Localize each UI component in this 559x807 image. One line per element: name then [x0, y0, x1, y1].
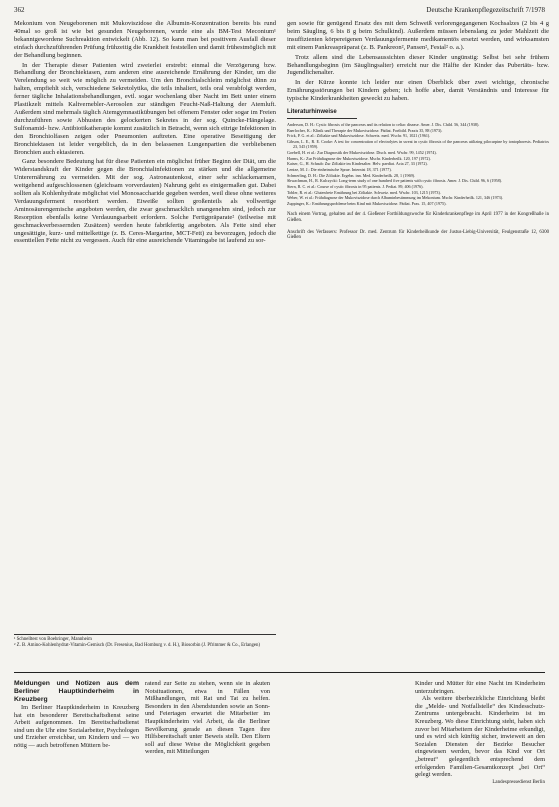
footnote: ¹ Schnelltest von Boehringer, Mannheim [14, 637, 92, 642]
reference-item: Kaiser, G., H. Schaub: Zur Zöliakie im Kindesalter. Helv. paediat. Acta 27, 33 (1972). [287, 161, 428, 167]
reference-item: Baerlocher, K.: Klinik und Therapie der Mukoviszidose. Pädiat. Fortbild. Praxis 35, 88 (1973). [287, 127, 443, 133]
literature-heading: Literaturhinweise [287, 109, 357, 119]
reference-item: Gibson, L. E., R. E. Cooke: A test for concentration of electrolytes in sweat in cystic fibrosis of the pancreas utilizing pilocarpine by iontophoresis. Pediatrics 23, 545 (1959). [287, 139, 549, 150]
paragraph: Im Berliner Hauptkinderheim in Kreuzberg hat ein besonderer Bereitschaftsdienst seine Arbeit aufgenommen. Im Bereitschaftsdienst sind um die Uhr eine Sozialarbeiter, Psychologen und Erzieher erreichbar, um Kindern und — wo nötig — auch betroffenen Müttern be- [14, 704, 139, 749]
page-number: 362 [14, 6, 25, 14]
paragraph: Ganz besondere Bedeutung hat für diese Patienten ein möglichst früher Beginn der Diät, um die Widerstandskraft der Kinder gegen die Bronchialinfektionen zu stärken und die allgemeine Unterernährung zu vermeiden. Mit der sog. Astronautenkost, einer sehr schlackenarmen, weitgehend aufgeschlossenen (gleichsam vorverdauten) Nahrung geht es einigermaßen gut. Dabei sollten als Kohlenhydrate möglichst viel Monosaccharide gegeben werden, weil diese ohne weiteres Verdauungsferment resorbiert werden. Eiweiße sollten großenteils als vollwertige Aminosäurengemische angeboten werden, die zwar geschmacklich unangenehm sind, jedoch zur Resorption ebenfalls keine Verdauungsarbeit erfordern. Solche Fertigpräparate² (teilweise mit geschmackverbessernden Zusätzen) werden heute fabrikfertig angeboten. Als Fette sind eher ungesättigte, kurz- und mittelkettige (z. B. Ceres-Margarine, MCT-Fett) zu bevorzugen, jedoch die essentiellen Fette nicht zu vergessen. Auch für eine ausreichende Vitamingabe ist laufend zu sor- [14, 158, 276, 245]
paragraph: Trotz allem sind die Lebensaussichten dieser Kinder ungünstig: Selbst bei sehr frühem Behandlungsbeginn (im Säuglingsalter) erreicht nur die Hälfte der Kinder das Pubertäts- bzw. Jugendlichenalter. [287, 53, 549, 77]
paragraph: Kinder und Mütter für eine Nacht im Kinderheim unterzubringen. [415, 680, 545, 695]
bottom-article-title: Meldungen und Notizen aus dem Berliner Hauptkinderheim in Kreuzberg [14, 680, 139, 703]
reference-item: Zuppinger, K.: Ernährungsprobleme beim Kind mit Mukoviszidose. Pädiat. Prax. 15, 407 (1975). [287, 201, 447, 206]
reference-item: Frick, P. G. et al.: Zöliakie und Mukoviszidose. Schweiz. med. Wschr. 91, 1021 (1961). [287, 133, 431, 139]
footnotes [14, 634, 276, 649]
reference-item: Anderson, D. H.: Cystic fibrosis of the pancreas and its relation to celiac disease. Amer. J. Dis. Child. 56, 344 (1938). [287, 121, 480, 127]
reference-item: Weber, W. et al.: Frühdiagnose der Mukoviszidose durch Albuminbestimmung im Mekonium. Mschr. Kinderheilk. 121, 346 (1973). [287, 195, 504, 201]
reference-item: Tobler, R. et al.: Glutenfreie Ernährung bei Zöliakie. Schweiz. med. Wschr. 103, 1215 (1973). [287, 189, 441, 195]
reference-item: Stern, R. C. et al.: Course of cystic fibrosis in 95 patients. J. Pediat. 89, 406 (1976). [287, 183, 424, 189]
reference-item: Goebell, H. et al.: Zur Diagnostik der Mukoviszidose. Dtsch. med. Wschr. 99, 1452 (1974). [287, 149, 437, 155]
reference-item: Shwachman, H., R. Kulczycki: Long-term study of one hundred five patients with cystic fibrosis. Amer. J. Dis. Child. 96, 6 (1958). [287, 178, 503, 184]
section-divider [14, 672, 545, 673]
bottom-article-column-1 [14, 680, 139, 750]
paragraph: gen sowie für genügend Ersatz des mit dem Schweiß verlorengegangenen Kochsalzes (2 bis 4 g beim Säugling, 6 bis 8 g beim Schulkind). Außerdem müssen lebenslang zu jeder Mahlzeit die insuffizienten körpereigenen Verdauungsfermente medikamentös ersetzt werden, und wirksamsten mit einem Pankreaspräparat (z. B. Pankreon², Pansen², Festal² o. a.). [287, 20, 549, 51]
journal-name: Deutsche Krankenpflegezeitschrift 7/1978 [426, 6, 545, 14]
article-signature: Landespressedienst Berlin [492, 779, 545, 785]
right-column [287, 20, 549, 241]
author-address: Anschrift des Verfassers: Professor Dr. med. Zentrum für Kinderheilkunde der Justus-Liebig-Universität, Feulgenstraße 12, 6300 Gießen [287, 229, 549, 241]
left-column [14, 20, 276, 247]
paragraph: Mekonium von Neugeborenen mit Mukoviszidose die Albumin-Konzentration bereits bis rund 40mal so groß ist wie bei gesunden Neugeborenen, wurde eine als BM-Test Meconium¹ bekanntgewordene Suchreaktion entwickelt (Abb. 12). So kann man bei positivem Ausfall dieser einfach durchzuführenden Prüfung frühzeitig die Krankheit feststellen und damit frühestmöglich mit der Behandlung beginnen. [14, 20, 276, 59]
reference-item: Lentze, M. J.: Die einheimische Sprue. Internist 18, 371 (1977). [287, 166, 392, 172]
paragraph: ratend zur Seite zu stehen, wenn sie in akuten Notsituationen, etwa in Fällen von Mißhandlungen, mit Rat und Tat zu helfen. Besonders in den Abendstunden sowie an Sonn- und Feiertagen erwartet die Mitarbeiter im Hauptkinderheim viel Arbeit, da die Berliner Bevölkerung gerade an diesen Tagen ihre Hilfsbereitschaft unter Beweis stellt. Den Eltern soll auf diese Weise die Möglichkeit gegeben werden, mit Mitteilungen [145, 680, 270, 756]
author-note: Nach einem Vortrag, gehalten auf der 4. Gießener Fortbildungswoche für Kinderkrankenpflege im April 1977 in der Kongreßhalle in Gießen. [287, 212, 549, 223]
bottom-article-column-3 [415, 680, 545, 786]
footnote: ² Z. B. Amino-Kohlenhydrat-Vitamin-Gemisch (Dr. Fresenius, Bad Homburg v. d. H.), Biosorbin (J. Pfrimmer & Co., Erlangen) [14, 642, 261, 648]
bottom-article-column-2 [145, 680, 270, 756]
reference-list [287, 122, 549, 206]
paragraph: In der Kürze konnte ich leider nur einen Überblick über zwei wichtige, chronische Ernährungsstörungen bei Kindern geben; ich hoffe aber, damit Verständnis und Interesse für typische Kinderkrankheiten geweckt zu haben. [287, 79, 549, 103]
paragraph: Als weitere überbezirkliche Einrichtung bleibt die „Melde- und Notfallstelle“ des Kindesschutz-Zentrums untergebracht. Kinderheim ist im Kreuzberg. Wo diese Einrichtung steht, haben sich zuvor bei Mitarbeitern der Kinderheime erkundigt, und es wird sich künftig sicher, inwieweit an den Sozialen Diensten der Bezirke Besucher eingewiesen werden, bevor das Kind vor Ort „betreut“ gelegentlich entsprechend dem erfolgenden Familien-Gesamtkonzept „bei Ort“ gelegt werden. [415, 695, 545, 779]
paragraph: In der Therapie dieser Patienten wird zweierlei erstrebt: einmal die Verzögerung bzw. Behandlung der Bronchiektasen, zum anderen eine ausreichende Ernährung der Kinder, um die Verelendung so weit wie möglich zu vermeiden. Um den Bronchialschleim möglichst dünn zu halten, empfiehlt sich, verschiedene Sekretolytika, die teils inhaliert, teils oral verabfolgt werden, ferner tägliche Inhalationsbehandlungen, evtl. sogar wochenlang über Nacht im Bett unter einem Plastikzelt mittels Kaltvernebler-Aerosolen zur ständigen Feucht-Naß-Haltung der Atemluft. Außerdem sind mehrmals täglich Atemgymnastikübungen bei offenem Fenster oder sogar im Freien durchzuführen sowie Abhusten des gelockerten Sekretes in der sog. Quincke-Hängelage. Sulfonamid- bzw. Antibiotikatherapie kommt zusätzlich in Betracht, wenn sich eitrige Infektionen in den Bronchiolfasen zeigen oder Pneumonien auftreten. Eine operative Beseitigung der Bronchiektasen ist leider vergeblich, da in den belassenen Lungenpartien die verbliebenen Bronchien auch ektasieren. [14, 61, 276, 156]
reference-item: Harms, K.: Zur Frühdiagnose der Mukoviszidose. Mschr. Kinderheilk. 120, 197 (1972). [287, 155, 431, 161]
running-header [14, 6, 545, 16]
reference-item: Schmerling, D. H.: Die Zöliakie. Ergebn. inn. Med. Kinderheilk. 28, 1 (1969). [287, 172, 416, 178]
